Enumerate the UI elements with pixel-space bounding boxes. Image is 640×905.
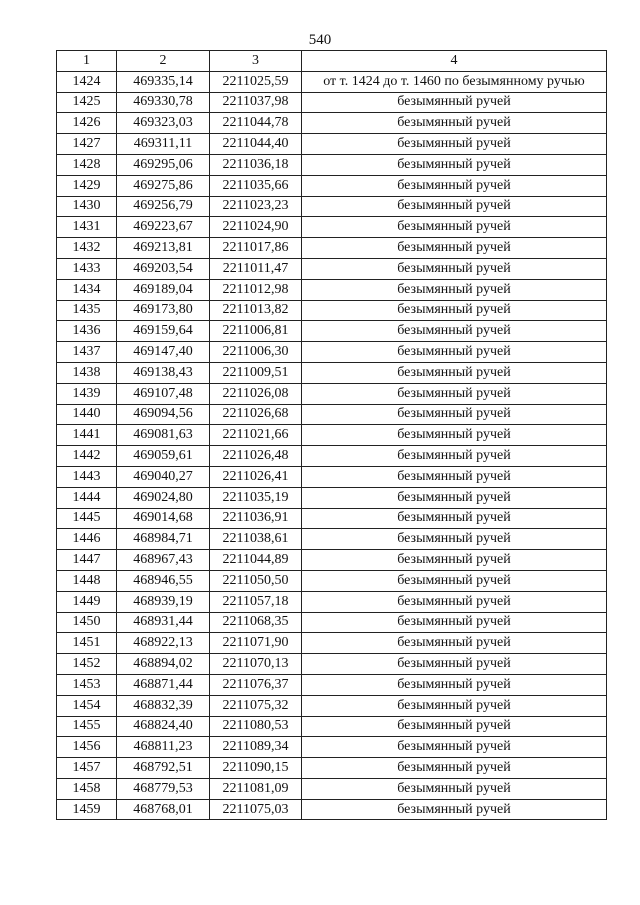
table-row	[57, 134, 607, 155]
description-cell: безымянный ручей	[302, 258, 607, 279]
description-cell: безымянный ручей	[302, 695, 607, 716]
point-number-cell: 1457	[57, 758, 117, 779]
description-cell: безымянный ручей	[302, 508, 607, 529]
table-row	[57, 466, 607, 487]
description-cell: безымянный ручей	[302, 799, 607, 820]
table-row	[57, 674, 607, 695]
table-row	[57, 716, 607, 737]
y-coordinate-cell: 2211021,66	[210, 425, 302, 446]
x-coordinate-cell: 468811,23	[117, 737, 210, 758]
table-row	[57, 321, 607, 342]
x-coordinate-cell: 468768,01	[117, 799, 210, 820]
description-cell: безымянный ручей	[302, 758, 607, 779]
point-number-cell: 1447	[57, 550, 117, 571]
point-number-cell: 1428	[57, 154, 117, 175]
table-row	[57, 113, 607, 134]
x-coordinate-cell: 469147,40	[117, 342, 210, 363]
x-coordinate-cell: 469330,78	[117, 92, 210, 113]
x-coordinate-cell: 469213,81	[117, 238, 210, 259]
y-coordinate-cell: 2211026,41	[210, 466, 302, 487]
y-coordinate-cell: 2211075,32	[210, 695, 302, 716]
table-row	[57, 446, 607, 467]
table-row	[57, 342, 607, 363]
x-coordinate-cell: 468967,43	[117, 550, 210, 571]
description-cell: безымянный ручей	[302, 737, 607, 758]
description-cell: безымянный ручей	[302, 404, 607, 425]
y-coordinate-cell: 2211035,19	[210, 487, 302, 508]
y-coordinate-cell: 2211006,30	[210, 342, 302, 363]
column-header-3: 3	[210, 51, 302, 72]
table-row	[57, 238, 607, 259]
point-number-cell: 1425	[57, 92, 117, 113]
y-coordinate-cell: 2211036,91	[210, 508, 302, 529]
y-coordinate-cell: 2211070,13	[210, 654, 302, 675]
x-coordinate-cell: 468871,44	[117, 674, 210, 695]
description-cell: безымянный ручей	[302, 300, 607, 321]
description-cell: безымянный ручей	[302, 446, 607, 467]
table-row	[57, 92, 607, 113]
y-coordinate-cell: 2211013,82	[210, 300, 302, 321]
y-coordinate-cell: 2211006,81	[210, 321, 302, 342]
x-coordinate-cell: 469323,03	[117, 113, 210, 134]
description-cell: безымянный ручей	[302, 612, 607, 633]
description-cell: безымянный ручей	[302, 654, 607, 675]
y-coordinate-cell: 2211009,51	[210, 362, 302, 383]
point-number-cell: 1452	[57, 654, 117, 675]
y-coordinate-cell: 2211017,86	[210, 238, 302, 259]
x-coordinate-cell: 469203,54	[117, 258, 210, 279]
description-cell: безымянный ручей	[302, 466, 607, 487]
point-number-cell: 1433	[57, 258, 117, 279]
description-cell: безымянный ручей	[302, 217, 607, 238]
point-number-cell: 1429	[57, 175, 117, 196]
x-coordinate-cell: 469024,80	[117, 487, 210, 508]
x-coordinate-cell: 469335,14	[117, 71, 210, 92]
table-row	[57, 279, 607, 300]
table-row	[57, 633, 607, 654]
point-number-cell: 1459	[57, 799, 117, 820]
table-row	[57, 404, 607, 425]
table-row	[57, 778, 607, 799]
x-coordinate-cell: 469040,27	[117, 466, 210, 487]
y-coordinate-cell: 2211081,09	[210, 778, 302, 799]
table-row	[57, 258, 607, 279]
description-cell: безымянный ручей	[302, 716, 607, 737]
x-coordinate-cell: 469014,68	[117, 508, 210, 529]
table-row	[57, 758, 607, 779]
y-coordinate-cell: 2211044,40	[210, 134, 302, 155]
description-cell: безымянный ручей	[302, 362, 607, 383]
table-row	[57, 425, 607, 446]
column-header-4: 4	[302, 51, 607, 72]
y-coordinate-cell: 2211025,59	[210, 71, 302, 92]
y-coordinate-cell: 2211071,90	[210, 633, 302, 654]
x-coordinate-cell: 469159,64	[117, 321, 210, 342]
table-row	[57, 529, 607, 550]
point-number-cell: 1435	[57, 300, 117, 321]
description-cell: безымянный ручей	[302, 487, 607, 508]
x-coordinate-cell: 469138,43	[117, 362, 210, 383]
x-coordinate-cell: 469275,86	[117, 175, 210, 196]
y-coordinate-cell: 2211038,61	[210, 529, 302, 550]
table-row	[57, 654, 607, 675]
point-number-cell: 1455	[57, 716, 117, 737]
table-row	[57, 383, 607, 404]
table-row	[57, 175, 607, 196]
table-row	[57, 300, 607, 321]
point-number-cell: 1431	[57, 217, 117, 238]
x-coordinate-cell: 468792,51	[117, 758, 210, 779]
y-coordinate-cell: 2211035,66	[210, 175, 302, 196]
description-cell: безымянный ручей	[302, 674, 607, 695]
y-coordinate-cell: 2211023,23	[210, 196, 302, 217]
y-coordinate-cell: 2211026,08	[210, 383, 302, 404]
table-row	[57, 612, 607, 633]
x-coordinate-cell: 469189,04	[117, 279, 210, 300]
table-row	[57, 737, 607, 758]
point-number-cell: 1439	[57, 383, 117, 404]
point-number-cell: 1424	[57, 71, 117, 92]
description-cell: безымянный ручей	[302, 321, 607, 342]
y-coordinate-cell: 2211012,98	[210, 279, 302, 300]
table-row	[57, 508, 607, 529]
description-cell: безымянный ручей	[302, 92, 607, 113]
y-coordinate-cell: 2211011,47	[210, 258, 302, 279]
point-number-cell: 1438	[57, 362, 117, 383]
description-cell: безымянный ручей	[302, 591, 607, 612]
x-coordinate-cell: 468939,19	[117, 591, 210, 612]
header-row	[57, 51, 607, 72]
description-cell: безымянный ручей	[302, 113, 607, 134]
description-cell: безымянный ручей	[302, 134, 607, 155]
x-coordinate-cell: 468894,02	[117, 654, 210, 675]
table-row	[57, 217, 607, 238]
point-number-cell: 1442	[57, 446, 117, 467]
point-number-cell: 1449	[57, 591, 117, 612]
description-cell: безымянный ручей	[302, 175, 607, 196]
x-coordinate-cell: 468946,55	[117, 570, 210, 591]
description-cell: безымянный ручей	[302, 550, 607, 571]
table-row	[57, 570, 607, 591]
y-coordinate-cell: 2211057,18	[210, 591, 302, 612]
x-coordinate-cell: 468931,44	[117, 612, 210, 633]
column-header-2: 2	[117, 51, 210, 72]
table-row	[57, 695, 607, 716]
description-cell: безымянный ручей	[302, 154, 607, 175]
point-number-cell: 1456	[57, 737, 117, 758]
x-coordinate-cell: 469311,11	[117, 134, 210, 155]
table-header	[57, 51, 607, 72]
point-number-cell: 1436	[57, 321, 117, 342]
x-coordinate-cell: 468984,71	[117, 529, 210, 550]
y-coordinate-cell: 2211090,15	[210, 758, 302, 779]
x-coordinate-cell: 468779,53	[117, 778, 210, 799]
point-number-cell: 1451	[57, 633, 117, 654]
table-row	[57, 550, 607, 571]
table-row	[57, 196, 607, 217]
point-number-cell: 1432	[57, 238, 117, 259]
description-cell: безымянный ручей	[302, 238, 607, 259]
x-coordinate-cell: 468824,40	[117, 716, 210, 737]
y-coordinate-cell: 2211026,68	[210, 404, 302, 425]
description-cell: безымянный ручей	[302, 633, 607, 654]
x-coordinate-cell: 469256,79	[117, 196, 210, 217]
description-cell: безымянный ручей	[302, 425, 607, 446]
table-body	[57, 71, 607, 820]
point-number-cell: 1437	[57, 342, 117, 363]
point-number-cell: 1458	[57, 778, 117, 799]
point-number-cell: 1426	[57, 113, 117, 134]
y-coordinate-cell: 2211075,03	[210, 799, 302, 820]
x-coordinate-cell: 469173,80	[117, 300, 210, 321]
description-cell: безымянный ручей	[302, 279, 607, 300]
y-coordinate-cell: 2211036,18	[210, 154, 302, 175]
y-coordinate-cell: 2211080,53	[210, 716, 302, 737]
point-number-cell: 1440	[57, 404, 117, 425]
x-coordinate-cell: 469223,67	[117, 217, 210, 238]
description-cell: безымянный ручей	[302, 529, 607, 550]
point-number-cell: 1427	[57, 134, 117, 155]
x-coordinate-cell: 468832,39	[117, 695, 210, 716]
table-row	[57, 154, 607, 175]
point-number-cell: 1434	[57, 279, 117, 300]
table-row	[57, 71, 607, 92]
y-coordinate-cell: 2211044,78	[210, 113, 302, 134]
table-row	[57, 799, 607, 820]
x-coordinate-cell: 469081,63	[117, 425, 210, 446]
point-number-cell: 1441	[57, 425, 117, 446]
description-cell: от т. 1424 до т. 1460 по безымянному ручью	[302, 71, 607, 92]
point-number-cell: 1445	[57, 508, 117, 529]
x-coordinate-cell: 469295,06	[117, 154, 210, 175]
y-coordinate-cell: 2211076,37	[210, 674, 302, 695]
y-coordinate-cell: 2211037,98	[210, 92, 302, 113]
coordinates-table	[56, 50, 607, 820]
description-cell: безымянный ручей	[302, 342, 607, 363]
point-number-cell: 1446	[57, 529, 117, 550]
y-coordinate-cell: 2211024,90	[210, 217, 302, 238]
x-coordinate-cell: 468922,13	[117, 633, 210, 654]
point-number-cell: 1448	[57, 570, 117, 591]
point-number-cell: 1430	[57, 196, 117, 217]
y-coordinate-cell: 2211050,50	[210, 570, 302, 591]
y-coordinate-cell: 2211089,34	[210, 737, 302, 758]
point-number-cell: 1444	[57, 487, 117, 508]
x-coordinate-cell: 469094,56	[117, 404, 210, 425]
point-number-cell: 1450	[57, 612, 117, 633]
y-coordinate-cell: 2211026,48	[210, 446, 302, 467]
table-row	[57, 362, 607, 383]
column-header-1: 1	[57, 51, 117, 72]
point-number-cell: 1443	[57, 466, 117, 487]
x-coordinate-cell: 469059,61	[117, 446, 210, 467]
description-cell: безымянный ручей	[302, 570, 607, 591]
description-cell: безымянный ручей	[302, 778, 607, 799]
page-number: 540	[308, 32, 332, 48]
table-row	[57, 591, 607, 612]
point-number-cell: 1453	[57, 674, 117, 695]
y-coordinate-cell: 2211068,35	[210, 612, 302, 633]
y-coordinate-cell: 2211044,89	[210, 550, 302, 571]
description-cell: безымянный ручей	[302, 196, 607, 217]
description-cell: безымянный ручей	[302, 383, 607, 404]
table-row	[57, 487, 607, 508]
point-number-cell: 1454	[57, 695, 117, 716]
x-coordinate-cell: 469107,48	[117, 383, 210, 404]
